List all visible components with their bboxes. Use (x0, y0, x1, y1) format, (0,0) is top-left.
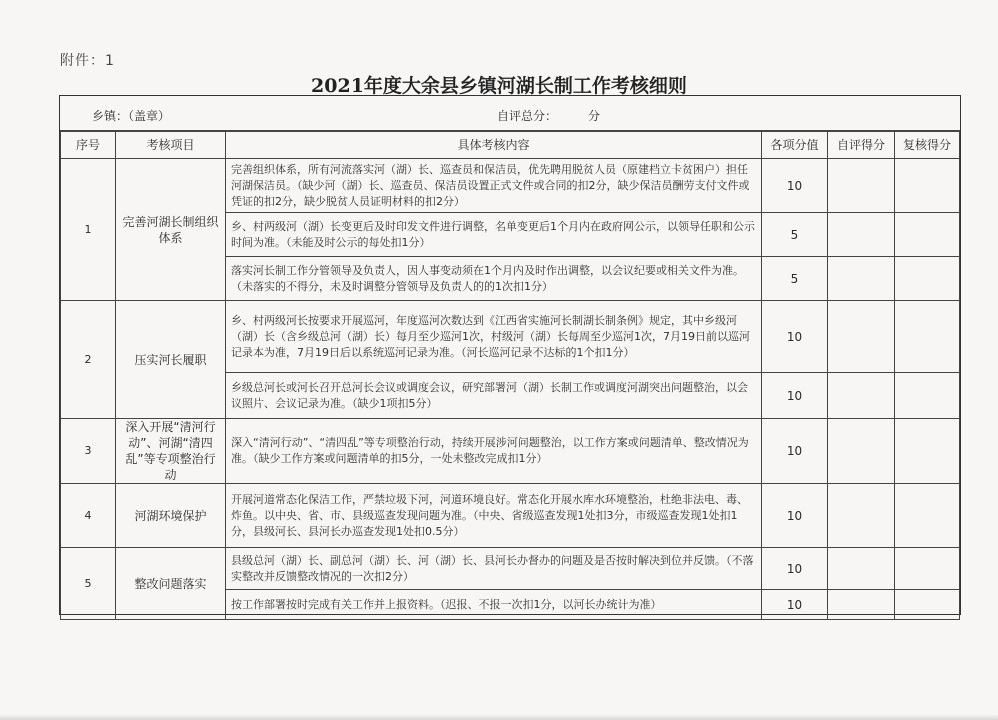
self-score-cell[interactable] (828, 484, 895, 548)
table-header-row (61, 132, 960, 159)
col-header-review-score: 复核得分 (895, 132, 960, 159)
self-score-cell[interactable] (828, 159, 895, 213)
table-row (61, 419, 960, 484)
row-number: 3 (61, 419, 116, 484)
assessment-item: 河湖环境保护 (116, 484, 226, 548)
form-header-row (60, 96, 960, 131)
item-score: 10 (762, 159, 828, 213)
attachment-label: 附件：1 (60, 53, 115, 69)
assessment-content: 完善组织体系，所有河流落实河（湖）长、巡查员和保洁员，优先聘用脱贫人员（原建档立卡贫困户）担任河湖保洁员。（缺少河（湖）长、巡查员、保洁员设置正式文件或合同的扣2分，缺少保洁员酬劳支付文件或凭证的扣2分，缺少脱贫人员证明材料的扣2分） (226, 159, 762, 213)
review-score-cell[interactable] (895, 257, 960, 301)
assessment-item: 整改问题落实 (116, 548, 226, 620)
row-number: 2 (61, 301, 116, 419)
row-number: 5 (61, 548, 116, 620)
assessment-table (60, 131, 960, 620)
assessment-content: 按工作部署按时完成有关工作并上报资料。（迟报、不报一次扣1分，以河长办统计为准） (226, 590, 762, 620)
review-score-cell[interactable] (895, 213, 960, 257)
table-row (61, 159, 960, 213)
assessment-content: 开展河道常态化保洁工作，严禁垃圾下河，河道环境良好。常态化开展水库水环境整治，杜绝非法电、毒、炸鱼。以中央、省、市、县级巡查发现问题为准。（中央、省级巡查发现1处扣3分，市级巡查发现1处扣1分，县级河长、县河长办巡查发现1处扣0.5分） (226, 484, 762, 548)
row-number: 1 (61, 159, 116, 301)
self-score-cell[interactable] (828, 419, 895, 484)
assessment-content: 落实河长制工作分管领导及负责人，因人事变动须在1个月内及时作出调整，以会议纪要或相关文件为准。（未落实的不得分，未及时调整分管领导及负责人的的1次扣1分） (226, 257, 762, 301)
assessment-item: 压实河长履职 (116, 301, 226, 419)
self-score-cell[interactable] (828, 373, 895, 419)
self-score-cell[interactable] (828, 257, 895, 301)
col-header-content: 具体考核内容 (226, 132, 762, 159)
item-score: 10 (762, 484, 828, 548)
table-row (61, 301, 960, 373)
review-score-cell[interactable] (895, 590, 960, 620)
col-header-item: 考核项目 (116, 132, 226, 159)
col-header-no: 序号 (61, 132, 116, 159)
assessment-form (59, 95, 961, 615)
assessment-item: 完善河湖长制组织体系 (116, 159, 226, 301)
assessment-content: 乡、村两级河（湖）长变更后及时印发文件进行调整，名单变更后1个月内在政府网公示，以领导任职和公示时间为准。（未能及时公示的每处扣1分） (226, 213, 762, 257)
item-score: 5 (762, 213, 828, 257)
item-score: 10 (762, 548, 828, 590)
assessment-content: 深入“清河行动”、“清四乱”等专项整治行动，持续开展涉河问题整治，以工作方案或问题清单、整改情况为准。（缺少工作方案或问题清单的扣5分，一处未整改完成扣1分） (226, 419, 762, 484)
item-score: 10 (762, 373, 828, 419)
self-score-cell[interactable] (828, 548, 895, 590)
review-score-cell[interactable] (895, 301, 960, 373)
self-score-cell[interactable] (828, 301, 895, 373)
table-row (61, 548, 960, 590)
item-score: 10 (762, 301, 828, 373)
assessment-content: 乡、村两级河长按要求开展巡河，年度巡河次数达到《江西省实施河长制湖长制条例》规定，其中乡级河（湖）长（含乡级总河（湖）长）每月至少巡河1次，村级河（湖）长每周至少巡河1次，7月19日前以巡河记录本为准，7月19日后以系统巡河记录为准。（河长巡河记录不达标的1个扣1分） (226, 301, 762, 373)
item-score: 5 (762, 257, 828, 301)
table-row (61, 484, 960, 548)
review-score-cell[interactable] (895, 373, 960, 419)
row-number: 4 (61, 484, 116, 548)
item-score: 10 (762, 419, 828, 484)
assessment-item: 深入开展“清河行动”、河湖“清四乱”等专项整治行动 (116, 419, 226, 484)
review-score-cell[interactable] (895, 159, 960, 213)
col-header-self-score: 自评得分 (828, 132, 895, 159)
self-total-label: 自评总分： (497, 109, 558, 123)
document-title: 2021年度大余县乡镇河湖长制工作考核细则 (311, 75, 687, 97)
assessment-content: 县级总河（湖）长、副总河（湖）长、河（湖）长、县河长办督办的问题及是否按时解决到位并反馈。（不落实整改并反馈整改情况的一次扣2分） (226, 548, 762, 590)
assessment-content: 乡级总河长或河长召开总河长会议或调度会议，研究部署河（湖）长制工作或调度河湖突出问题整治，以会议照片、会议记录为准。（缺少1项扣5分） (226, 373, 762, 419)
self-score-cell[interactable] (828, 590, 895, 620)
review-score-cell[interactable] (895, 484, 960, 548)
col-header-score: 各项分值 (762, 132, 828, 159)
review-score-cell[interactable] (895, 419, 960, 484)
score-unit: 分 (588, 109, 601, 123)
scan-edge (0, 714, 998, 720)
town-seal-label: 乡镇：（盖章） (92, 109, 171, 123)
item-score: 10 (762, 590, 828, 620)
review-score-cell[interactable] (895, 548, 960, 590)
self-score-cell[interactable] (828, 213, 895, 257)
